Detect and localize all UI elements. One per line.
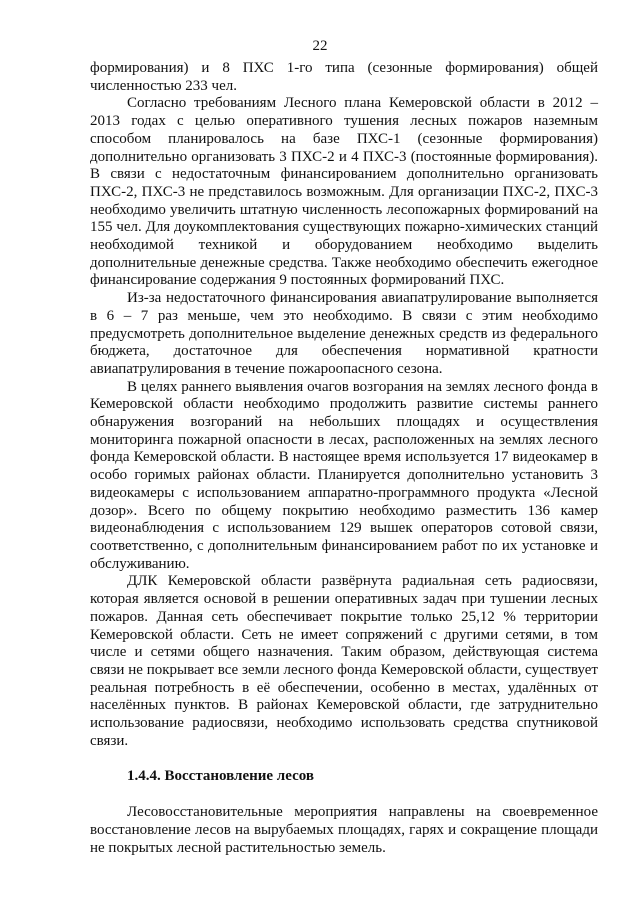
page-number: 22 [312, 38, 328, 54]
paragraph-reforestation: Лесовосстановительные мероприятия направлены на своевременное восстановление лесов на вырубаемых площадях, гарях и сокращение площади не покрытых лесной растительностью земель. [90, 804, 598, 856]
paragraph-early-detection: В целях раннего выявления очагов возгорания на землях лесного фонда в Кемеровской области необходимо продолжить развитие системы раннего обнаружения возгораний на небольших площадях и осуществления мониторинга пожарной опасности в лесах, расположенных на землях лесного фонда Кемеровской области. В настоящее время используется 17 видеокамер в особо горимых районах области. Планируется дополнительно установить 3 видеокамеры с использованием аппаратно-программного продукта «Лесной дозор». Всего по общему покрытию необходимо разместить 136 камер видеонаблюдения с использованием 129 вышек операторов сотовой связи, соответственно, с дополнительным финансированием работ по их установке и обслуживанию. [90, 378, 598, 572]
section-heading: 1.4.4. Восстановление лесов [127, 768, 314, 785]
paragraph-continuation: формирования) и 8 ПХС 1-го типа (сезонные формирования) общей численностью 233 чел. [90, 60, 598, 94]
paragraph-air-patrol: Из-за недостаточного финансирования авиапатрулирование выполняется в 6 – 7 раз меньше, чем это необходимо. В связи с этим необходимо предусмотреть дополнительное выделение денежных средств из федерального бюджета, достаточное для обеспечения нормативной кратности авиапатрулирования в течение пожароопасного сезона. [90, 290, 598, 377]
document-body [90, 60, 598, 857]
paragraph-radio-network: ДЛК Кемеровской области развёрнута радиальная сеть радиосвязи, которая является основой в решении оперативных задач при тушении лесных пожаров. Данная сеть обеспечивает покрытие только 25,12 % территории Кемеровской области. Сеть не имеет сопряжений с другими сетями, в том числе и сетями общего назначения. Таким образом, действующая система связи не покрывает все земли лесного фонда Кемеровской области, существует реальная потребность в её обеспечении, особенно в местах, удалённых от населённых пунктов. В районах Кемеровской области, где затруднительно использование радиосвязи, необходимо использовать средства спутниковой связи. [90, 573, 598, 749]
paragraph-forest-plan: Согласно требованиям Лесного плана Кемеровской области в 2012 – 2013 годах с целью оперативного тушения лесных пожаров наземным способом планировалось на базе ПХС-1 (сезонные формирования) дополнительно организовать 3 ПХС-2 и 4 ПХС-3 (постоянные формирования). В связи с недостаточным финансированием дополнительно организовать ПХС-2, ПХС-3 не представилось возможным. Для организации ПХС-2, ПХС-3 необходимо увеличить штатную численность лесопожарных формирований на 155 чел. Для доукомплектования существующих пожарно-химических станций необходимой техникой и оборудованием необходимо выделить дополнительные денежные средства. Также необходимо обеспечить ежегодное финансирование содержания 9 постоянных формирований ПХС. [90, 95, 598, 289]
